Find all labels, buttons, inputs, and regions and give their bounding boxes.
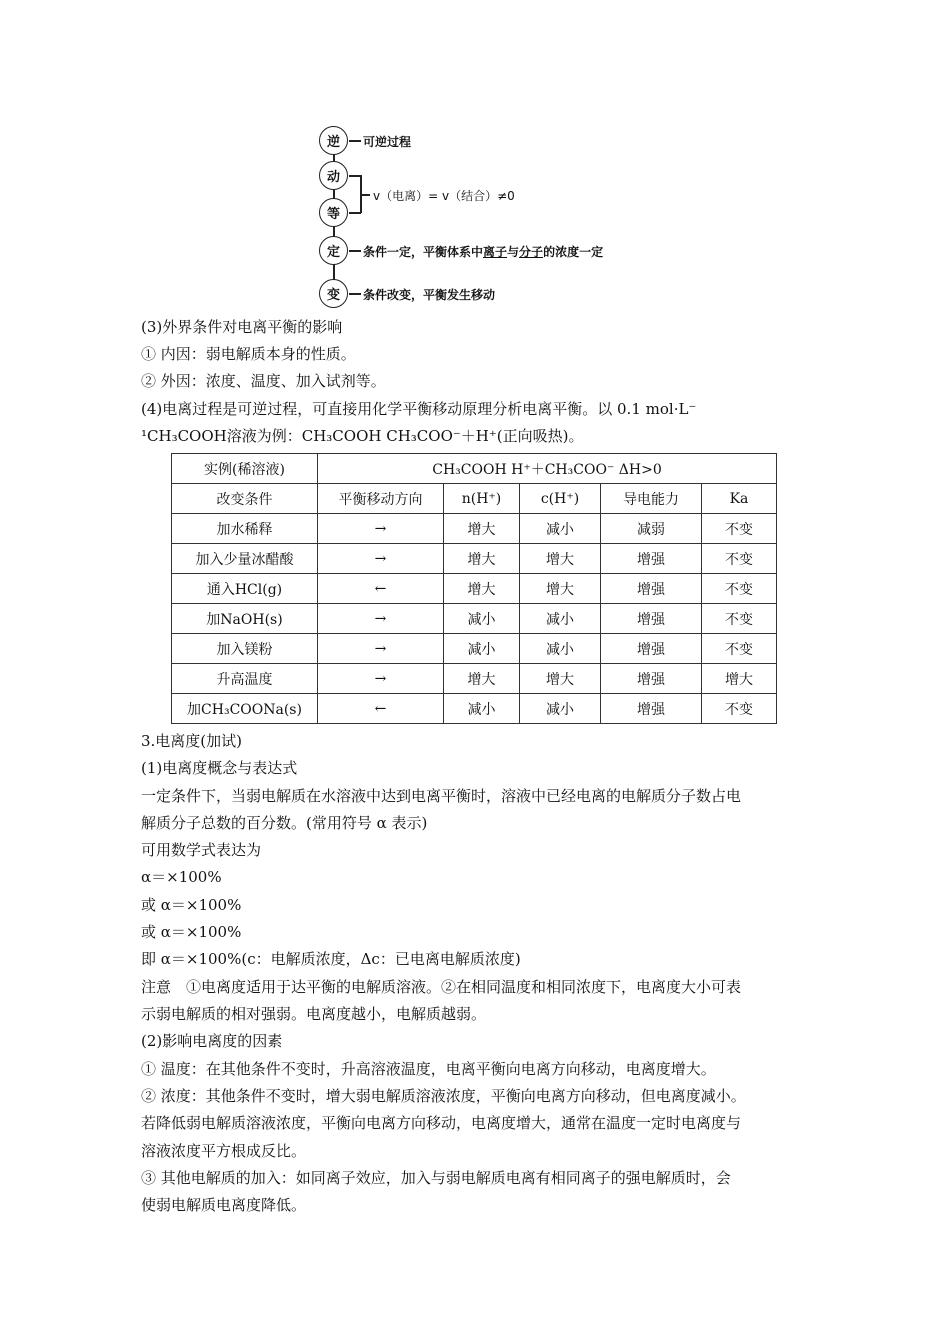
section-heading-3: (3)外界条件对电离平衡的影响: [141, 318, 343, 336]
definition-line-1: 一定条件下，当弱电解质在水溶液中达到电离平衡时，溶液中已经电离的电解质分子数占电: [141, 787, 742, 805]
node-ding-text-pre: 条件一定，平衡体系中: [363, 245, 484, 259]
node-dong-deng-text: v（电离）= v（结合）≠0: [373, 189, 515, 203]
node-bian: 变: [319, 279, 348, 308]
table-cell: 不变: [702, 694, 777, 724]
factor-temperature: ① 温度：在其他条件不变时，升高溶液温度，电离平衡向电离方向移动，电离度增大。: [141, 1060, 716, 1078]
table-cell: 增强: [601, 634, 702, 664]
section-4-line-1: (4)电离过程是可逆过程，可直接用化学平衡移动原理分析电离平衡。以 0.1 mol·L⁻: [141, 400, 697, 418]
table-cell: 加入少量冰醋酸: [172, 544, 318, 574]
table-cell: 加NaOH(s): [172, 604, 318, 634]
table-cell: 增强: [601, 574, 702, 604]
table-cell: ←: [318, 574, 444, 604]
table-cell: 减小: [444, 634, 520, 664]
table-title-row: [172, 454, 777, 484]
table-cell: 不变: [702, 604, 777, 634]
table-cell: 减小: [520, 634, 601, 664]
factor-concentration-line-1: ② 浓度：其他条件不变时，增大弱电解质溶液浓度，平衡向电离方向移动，但电离度减小。: [141, 1087, 746, 1105]
table-cell: 不变: [702, 634, 777, 664]
factor-other-electrolyte-line-1: ③ 其他电解质的加入：如同离子效应，加入与弱电解质电离有相同离子的强电解质时，会: [141, 1169, 731, 1187]
factor-concentration-line-2: 若降低弱电解质溶液浓度，平衡向电离方向移动，电离度增大，通常在温度一定时电离度与: [141, 1114, 742, 1132]
table-cell: →: [318, 514, 444, 544]
connector-4: [349, 250, 361, 252]
table-cell: 减小: [520, 604, 601, 634]
section-4-line-2: ¹CH₃COOH溶液为例：CH₃COOH CH₃COO⁻＋H⁺(正向吸热)。: [141, 427, 584, 445]
table-cell: 增强: [601, 664, 702, 694]
table-cell: 增大: [520, 574, 601, 604]
equilibrium-features-diagram: [315, 118, 655, 313]
table-cell: 通入HCl(g): [172, 574, 318, 604]
table-header: n(H⁺): [444, 484, 520, 514]
factor-concentration-line-3: 溶液浓度平方根成反比。: [141, 1142, 307, 1160]
table-cell: 增大: [444, 514, 520, 544]
table-cell: 减弱: [601, 514, 702, 544]
table-cell: 增强: [601, 604, 702, 634]
formula-intro: 可用数学式表达为: [141, 841, 262, 859]
table-cell: 增大: [520, 544, 601, 574]
note-line-1: 注意 ①电离度适用于达平衡的电解质溶液。②在相同温度和相同浓度下，电离度大小可表: [141, 978, 742, 996]
internal-factor: ① 内因：弱电解质本身的性质。: [141, 345, 356, 363]
table-cell: 增大: [444, 544, 520, 574]
formula-1: α＝×100%: [141, 868, 222, 886]
table-header: c(H⁺): [520, 484, 601, 514]
table-header: 改变条件: [172, 484, 318, 514]
connector-5: [349, 293, 361, 295]
table-row: [172, 574, 777, 604]
table-cell: 不变: [702, 574, 777, 604]
section-heading-3-ionization-degree: 3.电离度(加试): [141, 732, 243, 750]
table-cell: 不变: [702, 544, 777, 574]
table-cell: 增大: [444, 664, 520, 694]
node-ding-text-mid: 与: [507, 245, 520, 259]
bracket-stem: [360, 194, 370, 196]
node-ding-text: [363, 243, 603, 260]
subsection-2-heading: (2)影响电离度的因素: [141, 1032, 283, 1050]
external-factor: ② 外因：浓度、温度、加入试剂等。: [141, 372, 386, 390]
definition-line-2: 解质分子总数的百分数。(常用符号 α 表示): [141, 814, 428, 832]
node-ni-text: 可逆过程: [363, 135, 412, 149]
table-row: [172, 544, 777, 574]
table-cell: 增强: [601, 694, 702, 724]
formula-3: 或 α＝×100%: [141, 923, 242, 941]
table-row: [172, 664, 777, 694]
table-cell: 减小: [444, 604, 520, 634]
table-cell: 加入镁粉: [172, 634, 318, 664]
node-ding: 定: [319, 236, 348, 265]
table-cell: ←: [318, 694, 444, 724]
table-cell: 加水稀释: [172, 514, 318, 544]
table-cell: →: [318, 604, 444, 634]
table-cell: 减小: [520, 694, 601, 724]
node-dong: 动: [319, 161, 348, 190]
table-cell: →: [318, 544, 444, 574]
table-row: [172, 694, 777, 724]
connector-1: [349, 140, 361, 142]
node-ding-text-ion: 离子: [483, 245, 508, 259]
note-line-2: 示弱电解质的相对强弱。电离度越小，电解质越弱。: [141, 1005, 487, 1023]
subsection-1-heading: (1)电离度概念与表达式: [141, 759, 298, 777]
table-row: [172, 634, 777, 664]
table-cell: 不变: [702, 514, 777, 544]
table-cell: 增大: [444, 574, 520, 604]
table-cell: 升高温度: [172, 664, 318, 694]
node-ding-text-molecule: 分子: [519, 245, 544, 259]
formula-2: 或 α＝×100%: [141, 896, 242, 914]
formula-4: 即 α＝×100%(c：电解质浓度，Δc：已电离电解质浓度): [141, 950, 521, 968]
table-header: 平衡移动方向: [318, 484, 444, 514]
table-cell: 减小: [520, 514, 601, 544]
node-ni: 逆: [319, 126, 348, 155]
table-cell: 增大: [702, 664, 777, 694]
table-header: 导电能力: [601, 484, 702, 514]
table-cell: 增强: [601, 544, 702, 574]
table-cell: 加CH₃COONa(s): [172, 694, 318, 724]
table-row: [172, 604, 777, 634]
table-cell: 减小: [444, 694, 520, 724]
node-ding-text-post: 的浓度一定: [543, 245, 604, 259]
table-header: Ka: [702, 484, 777, 514]
table-cell: →: [318, 634, 444, 664]
ionization-equilibrium-table: [171, 453, 777, 724]
table-header-row: [172, 484, 777, 514]
table-cell: →: [318, 664, 444, 694]
node-deng: 等: [319, 198, 348, 227]
table-equation-cell: CH₃COOH H⁺＋CH₃COO⁻ ΔH>0: [318, 454, 777, 484]
factor-other-electrolyte-line-2: 使弱电解质电离度降低。: [141, 1196, 307, 1214]
node-bian-text: 条件改变，平衡发生移动: [363, 288, 496, 302]
table-cell: 实例(稀溶液): [172, 454, 318, 484]
table-cell: 增大: [520, 664, 601, 694]
table-row: [172, 514, 777, 544]
